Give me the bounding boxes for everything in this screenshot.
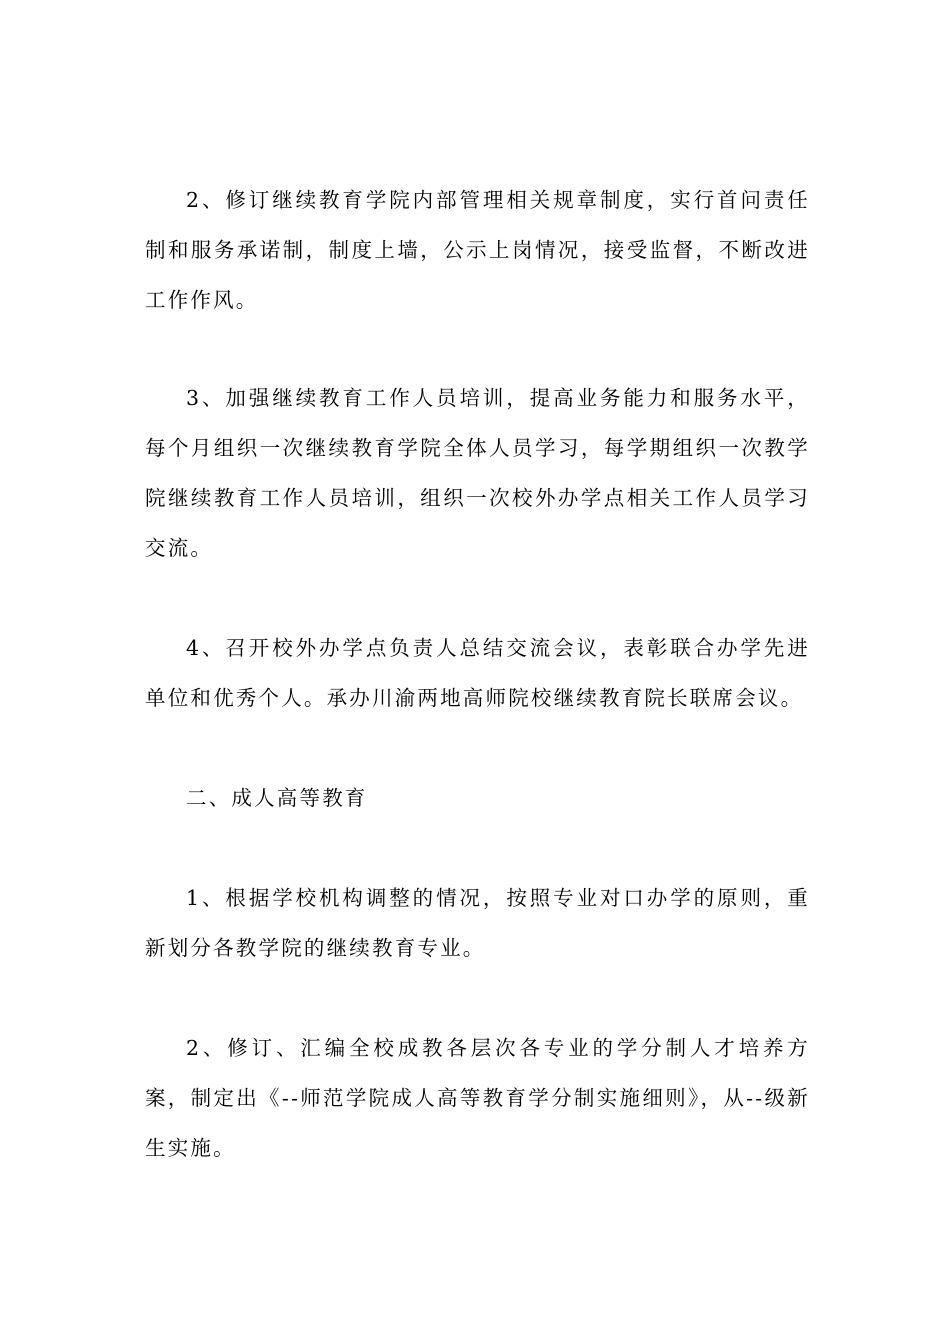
paragraph-item-2-credit-system: 2、修订、汇编全校成教各层次各专业的学分制人才培养方案，制定出《--师范学院成人高等教育学分制实施细则》，从--级新生实施。 <box>145 1036 810 1160</box>
paragraph-item-4-meeting: 4、召开校外办学点负责人总结交流会议，表彰联合办学先进单位和优秀个人。承办川渝两地高师院校继续教育院长联席会议。 <box>145 636 810 710</box>
section-heading-adult-education: 二、成人高等教育 <box>186 786 368 810</box>
paragraph-item-1-majors: 1、根据学校机构调整的情况，按照专业对口办学的原则，重新划分各教学院的继续教育专业。 <box>145 886 810 960</box>
paragraph-item-3-training: 3、加强继续教育工作人员培训，提高业务能力和服务水平，每个月组织一次继续教育学院全体人员学习，每学期组织一次教学院继续教育工作人员培训，组织一次校外办学点相关工作人员学习交流。 <box>145 386 810 560</box>
paragraph-item-2-rules: 2、修订继续教育学院内部管理相关规章制度，实行首问责任制和服务承诺制，制度上墙，公示上岗情况，接受监督，不断改进工作作风。 <box>145 188 810 312</box>
